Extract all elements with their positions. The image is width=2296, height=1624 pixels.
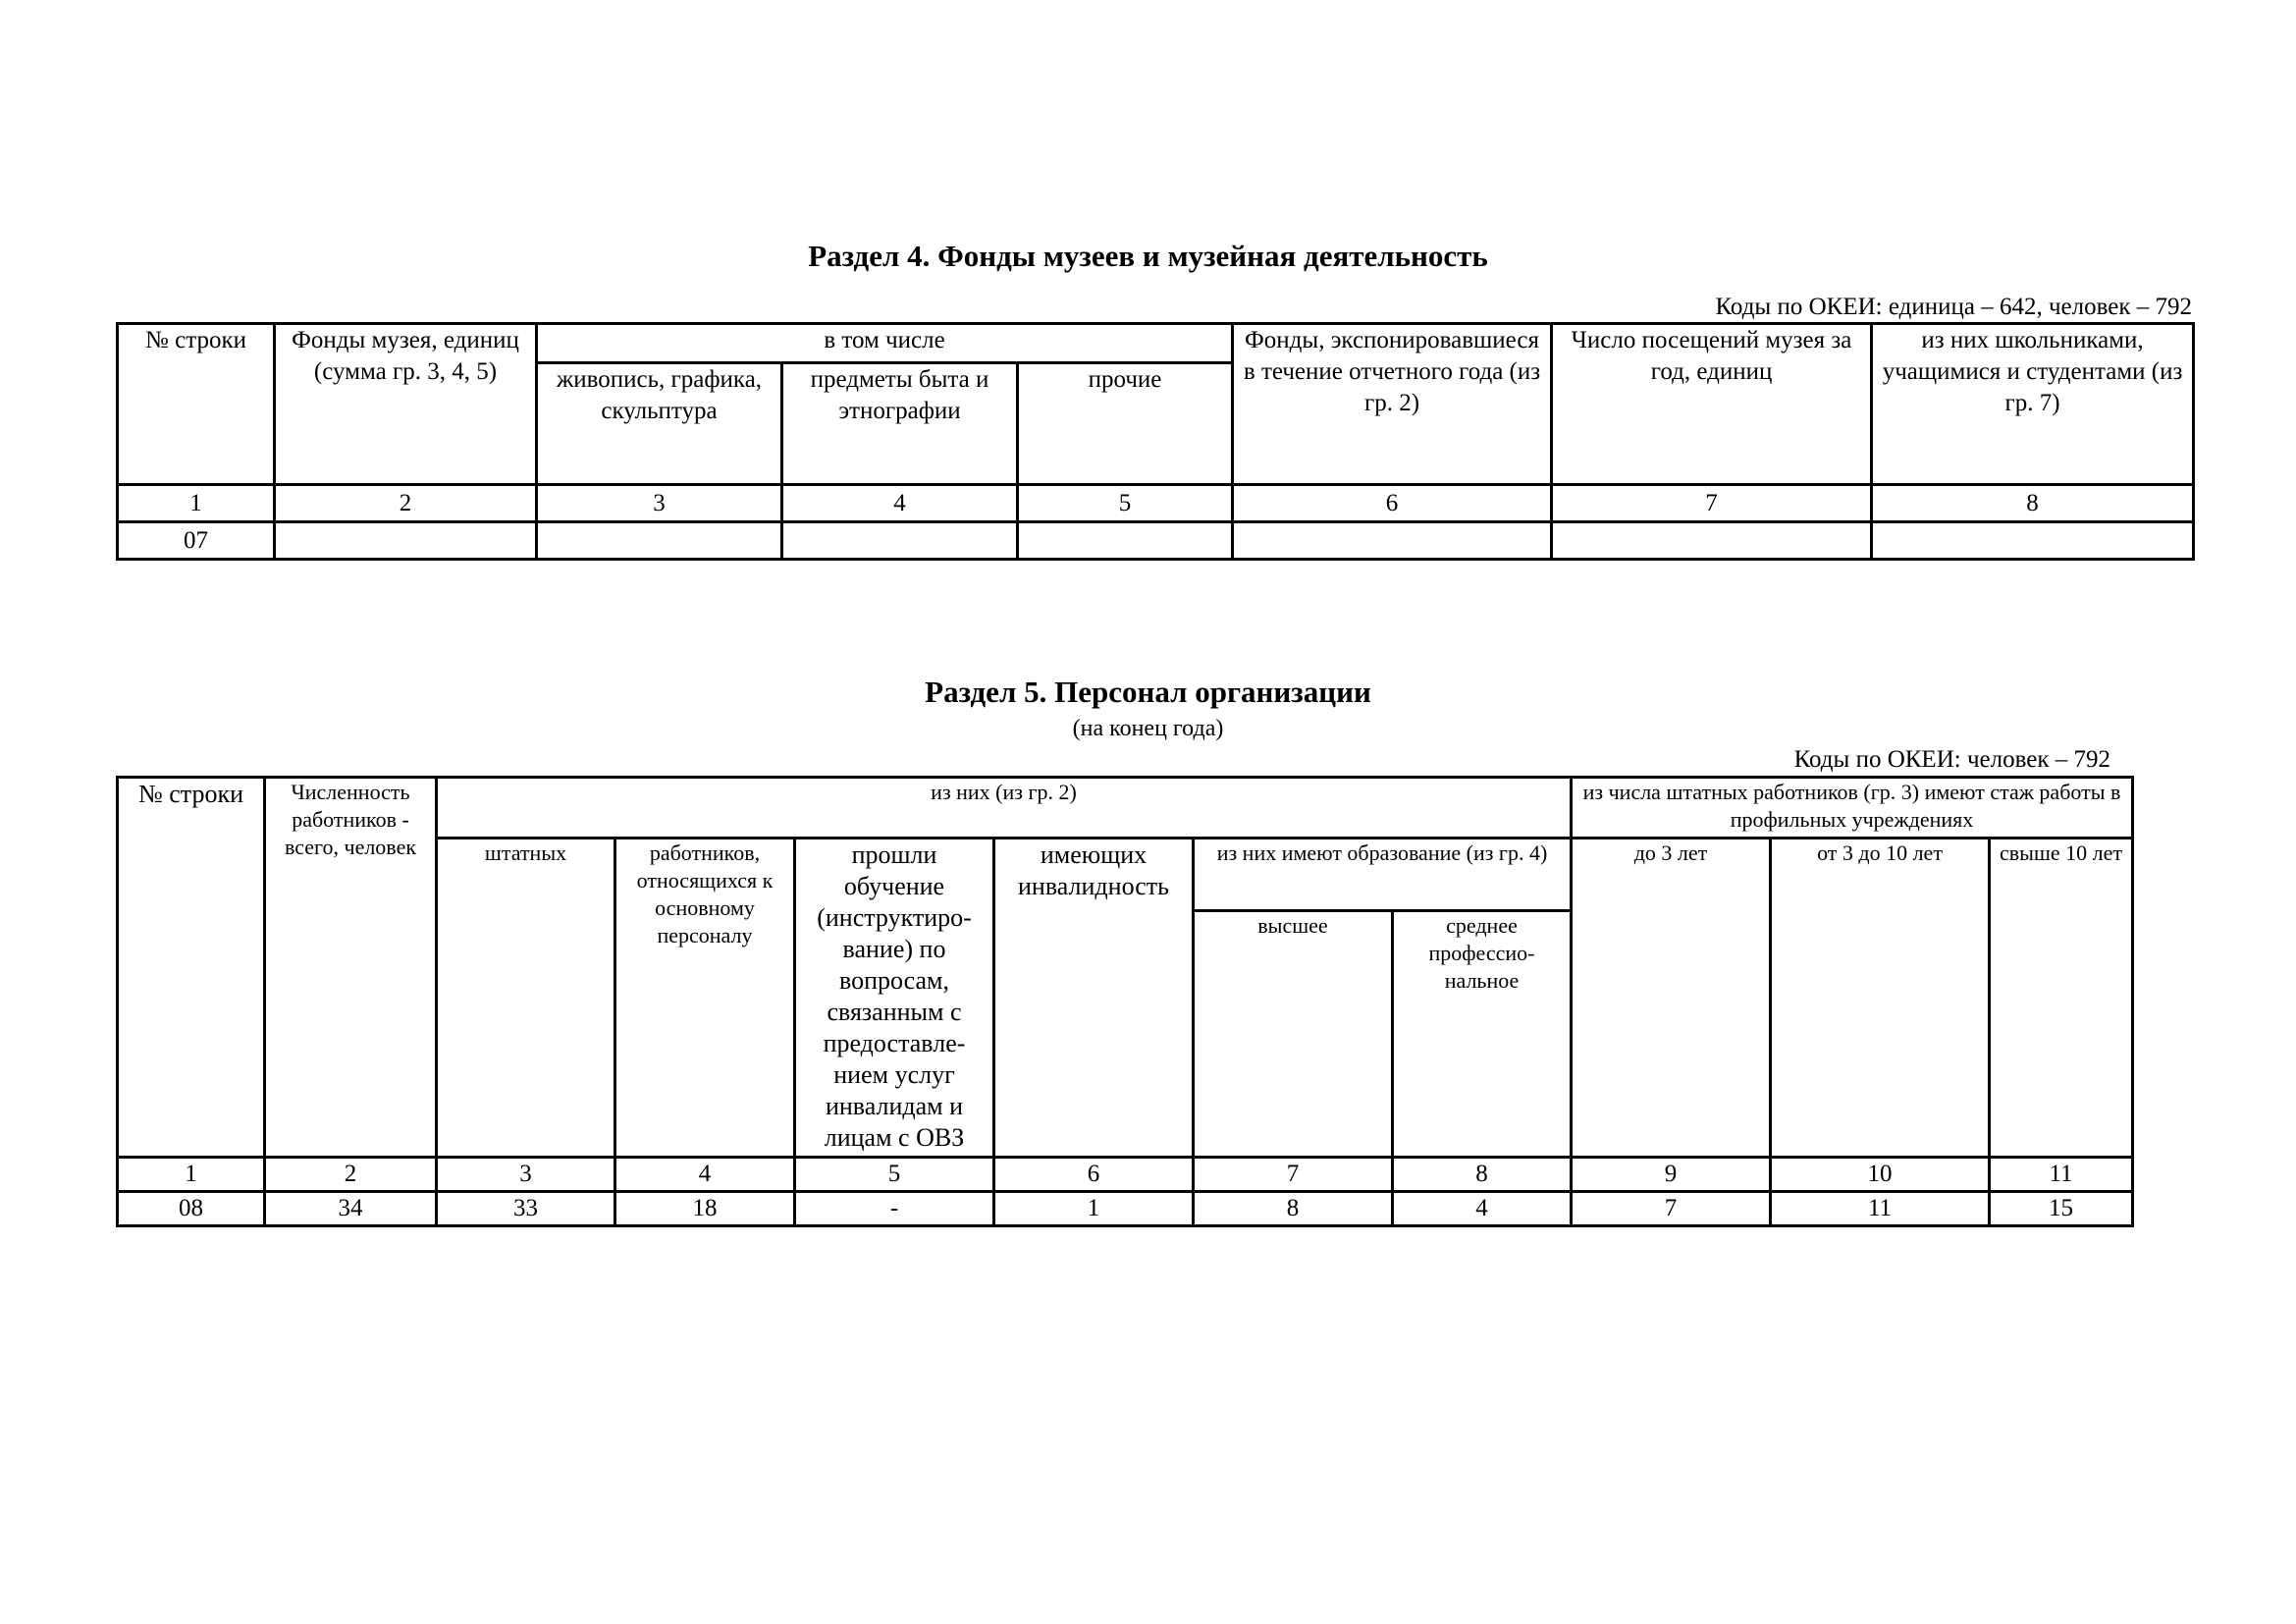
section4-table (116, 322, 2195, 561)
data-cell (1233, 522, 1552, 560)
data-cell: 15 (1990, 1192, 2133, 1226)
header-other: прочие (1018, 363, 1233, 485)
section5-subtitle: (на конец года) (1072, 716, 1224, 741)
col-number: 11 (1990, 1158, 2133, 1192)
header-education: из них имеют образование (из гр. 4) (1194, 839, 1572, 911)
col-number: 8 (1872, 485, 2194, 522)
header-3-to-10: от 3 до 10 лет (1771, 839, 1990, 1158)
col-number: 5 (1018, 485, 1233, 522)
header-over-10: свыше 10 лет (1990, 839, 2133, 1158)
header-funds: Фонды музея, единиц (сумма гр. 3, 4, 5) (275, 324, 537, 485)
col-number: 6 (994, 1158, 1194, 1192)
col-number: 3 (537, 485, 782, 522)
header-core: работников, относящихся к основному персоналу (615, 839, 795, 1158)
data-cell: 18 (615, 1192, 795, 1226)
header-painting: живопись, графика, скульптура (537, 363, 782, 485)
section5-table (116, 776, 2134, 1227)
col-number: 7 (1552, 485, 1872, 522)
header-trained: прошли обучение (инструктиро-вание) по вопросам, связанным с предоставле-нием услуг инвалидам и лицам с ОВЗ (795, 839, 994, 1158)
section4-title: Раздел 4. Фонды музеев и музейная деятельность (808, 239, 1488, 273)
header-total: Численность работников - всего, человек (265, 778, 437, 1158)
data-cell (1872, 522, 2194, 560)
data-cell: - (795, 1192, 994, 1226)
data-cell: 8 (1194, 1192, 1393, 1226)
header-row-no: № строки (118, 324, 275, 485)
col-number: 2 (265, 1158, 437, 1192)
header-exhibited: Фонды, экспонировавшиеся в течение отчетного года (из гр. 2) (1233, 324, 1552, 485)
header-higher: высшее (1194, 911, 1393, 1158)
data-cell: 11 (1771, 1192, 1990, 1226)
col-number: 1 (118, 485, 275, 522)
header-disabled: имеющих инвалидность (994, 839, 1194, 1158)
col-number: 6 (1233, 485, 1552, 522)
col-number: 10 (1771, 1158, 1990, 1192)
data-cell: 4 (1393, 1192, 1572, 1226)
header-row-no: № строки (118, 778, 265, 1158)
col-number: 2 (275, 485, 537, 522)
col-number: 9 (1572, 1158, 1771, 1192)
header-of-them: из них (из гр. 2) (437, 778, 1572, 839)
column-number-row (118, 1158, 2133, 1192)
header-including: в том числе (537, 324, 1233, 363)
data-cell (782, 522, 1018, 560)
col-number: 1 (118, 1158, 265, 1192)
table-row (118, 1192, 2133, 1226)
data-cell: 33 (437, 1192, 615, 1226)
col-number: 4 (782, 485, 1018, 522)
data-cell: 1 (994, 1192, 1194, 1226)
col-number: 5 (795, 1158, 994, 1192)
header-experience: из числа штатных работников (гр. 3) имеют стаж работы в профильных учреждениях (1572, 778, 2133, 839)
row-code: 08 (118, 1192, 265, 1226)
data-cell (1552, 522, 1872, 560)
data-cell (537, 522, 782, 560)
data-cell: 7 (1572, 1192, 1771, 1226)
data-cell (1018, 522, 1233, 560)
header-students: из них школьниками, учащимися и студентами (из гр. 7) (1872, 324, 2194, 485)
header-up-to-3: до 3 лет (1572, 839, 1771, 1158)
col-number: 8 (1393, 1158, 1572, 1192)
col-number: 3 (437, 1158, 615, 1192)
row-code: 07 (118, 522, 275, 560)
header-staff: штатных (437, 839, 615, 1158)
section4-okei: Коды по ОКЕИ: единица – 642, человек – 792 (1715, 294, 2192, 320)
data-cell (275, 522, 537, 560)
header-secondary: среднее профессио-нальное (1393, 911, 1572, 1158)
col-number: 4 (615, 1158, 795, 1192)
header-household: предметы быта и этнографии (782, 363, 1018, 485)
table-row (118, 522, 2194, 560)
col-number: 7 (1194, 1158, 1393, 1192)
section5-title: Раздел 5. Персонал организации (925, 675, 1371, 709)
column-number-row (118, 485, 2194, 522)
data-cell: 34 (265, 1192, 437, 1226)
section5-okei: Коды по ОКЕИ: человек – 792 (1793, 746, 2110, 773)
header-visits: Число посещений музея за год, единиц (1552, 324, 1872, 485)
